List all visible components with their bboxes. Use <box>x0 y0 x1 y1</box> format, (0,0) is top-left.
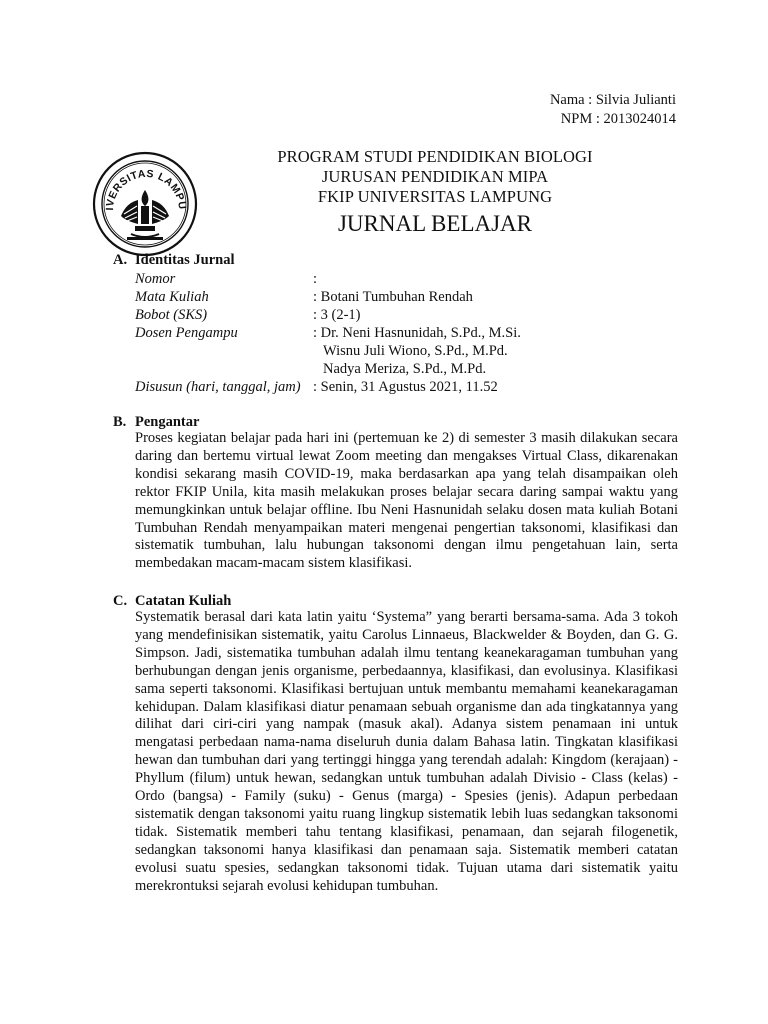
identity-label: Nomor <box>135 271 176 287</box>
identity-value: Wisnu Juli Wiono, S.Pd., M.Pd. <box>323 343 508 359</box>
section-a-title: Identitas Jurnal <box>135 252 235 268</box>
section-b-title: Pengantar <box>135 414 200 430</box>
student-npm: NPM : 2013024014 <box>560 111 676 127</box>
document-header <box>200 147 670 239</box>
identity-value: : Dr. Neni Hasnunidah, S.Pd., M.Si. <box>313 325 521 341</box>
section-a-letter: A. <box>113 252 128 268</box>
identity-label: Disusun (hari, tanggal, jam) <box>135 379 301 395</box>
faculty-name: FKIP UNIVERSITAS LAMPUNG <box>317 187 553 206</box>
identity-label: Dosen Pengampu <box>135 325 238 341</box>
universitas-lampung-seal-icon <box>91 150 199 258</box>
program-name: PROGRAM STUDI PENDIDIKAN BIOLOGI <box>277 147 593 166</box>
student-name: Nama : Silvia Julianti <box>549 92 676 108</box>
seal-text: IVERSITAS LAMPU <box>103 167 189 211</box>
identity-label: Bobot (SKS) <box>135 307 208 323</box>
section-c-title: Catatan Kuliah <box>135 593 232 609</box>
identity-value: : Senin, 31 Agustus 2021, 11.52 <box>313 379 498 395</box>
section-a-heading <box>113 251 235 270</box>
identity-value: : <box>313 271 318 287</box>
student-info <box>550 91 676 129</box>
catatan-kuliah-paragraph: Systematik berasal dari kata latin yaitu ‘Systema” yang berarti bersama-sama. Ada 3 tokoh yang mendefinisikan sistematik, yaitu Carolus Linnaeus, Blackwelder & Boyden, dan G. G. Simpson. Jadi, sistematika tumbuhan adalah ilmu tentang keanekaragaman tumbuhan yang berhubungan dengan jenis organisme, perbedaannya, klasifikasi, dan evolusinya. Klasifikasi sama seperti taksonomi. Klasifikasi bertujuan untuk membantu memahami keanekaragaman kehidupan. Dalam klasifikasi diatur penamaan sebuah organisme dan ada tingkatannya yang dilihat dari ciri-ciri yang nampak (masuk akal). Adanya sistem penamaan ini untuk mengatasi perbedaan nama-nama diseluruh dunia dalam Bahasa latin. Tingkatan klasifikasi hewan dan tumbuhan dari yang tertinggi hingga yang terendah adalah: Kingdom (kerajaan) - Phyllum (filum) untuk hewan, sedangkan untuk tumbuhan adalah Divisio - Class (kelas) - Ordo (bangsa) - Family (suku) - Genus (marga) - Spesies (jenis). Adapun perbedaan sistematik dengan taksonomi yaitu ruang lingkup sistematik lebih luas sedangkan taksonomi tidak. Sistematik memberi tahu tentang klasifikasi, penamaan, dan sejarah filogenetik, sedangkan taksonomi hanya klasifikasi dan penamaan saja. Sistematik memberi catatan evolusi suatu spesies, sedangkan taksonomi tidak. Tujuan utama dari sistematik yaitu merekrontuksi sejarah evolusi kehidupan tumbuhan. <box>135 609 678 894</box>
department-name: JURUSAN PENDIDIKAN MIPA <box>321 167 549 186</box>
document-title: JURNAL BELAJAR <box>337 211 533 236</box>
identity-value: : Botani Tumbuhan Rendah <box>313 289 473 305</box>
section-b-letter: B. <box>113 414 127 430</box>
identity-label: Mata Kuliah <box>135 289 209 305</box>
identity-value: Nadya Meriza, S.Pd., M.Pd. <box>323 361 487 377</box>
section-c-letter: C. <box>113 593 128 609</box>
pengantar-paragraph: Proses kegiatan belajar pada hari ini (pertemuan ke 2) di semester 3 masih dilakukan secara daring dan bertemu virtual lewat Zoom meeting dan mengakses Virtual Class, dikarenakan kondisi sekarang masih COVID-19, maka berdasarkan apa yang telah disampaikan oleh rektor FKIP Unila, kita masih melakukan proses belajar secara daring sampai waktu yang memungkinkan untuk belajar offline. Ibu Neni Hasnunidah selaku dosen mata kuliah Botani Tumbuhan Rendah menyampaikan materi mengenai pengertian taksonomi, klasifikasi dan sistematik tumbuhan, lalu hubungan taksonomi dengan ilmu pengetahuan lain, serta membedakan macam-macam sistem klasifikasi. <box>135 430 678 572</box>
identity-value: : 3 (2-1) <box>313 307 361 323</box>
